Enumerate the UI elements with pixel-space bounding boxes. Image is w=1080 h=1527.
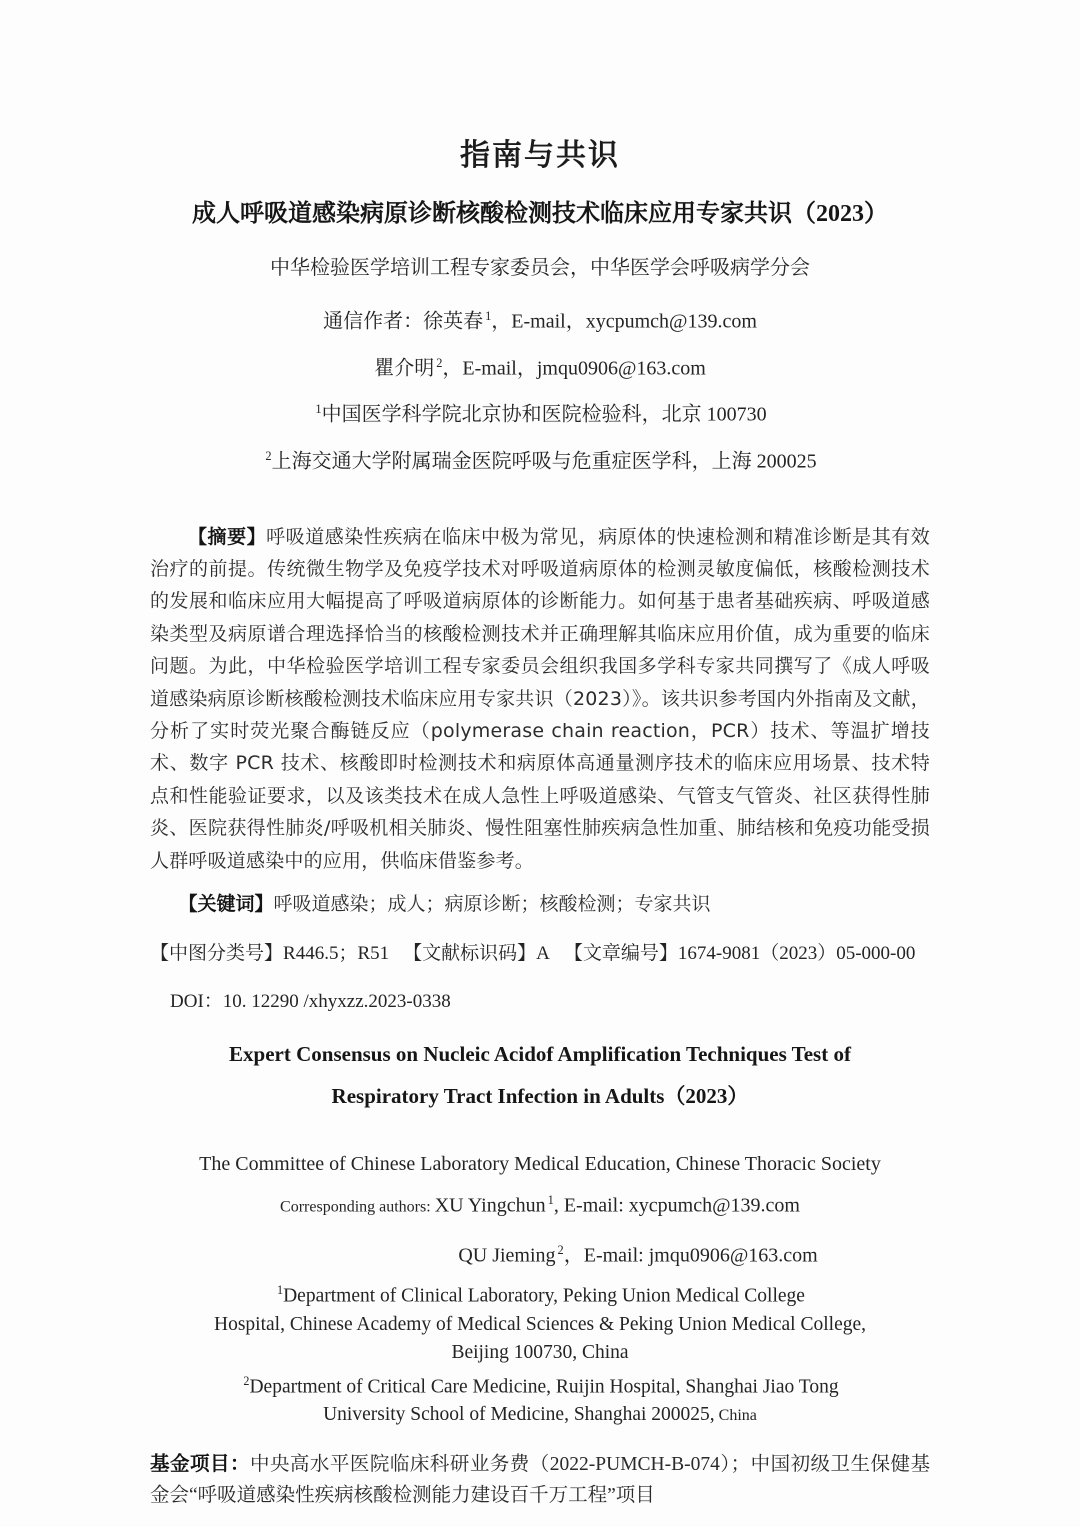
affiliation-text-en-4: Department of Critical Care Medicine, Ruijin Hospital, Shanghai Jiao Tong xyxy=(249,1376,839,1398)
affiliation-text-en-3: Beijing 100730, China xyxy=(451,1341,629,1363)
byline-block-en xyxy=(150,1179,930,1276)
doc-code-label: 【文献标识码】 xyxy=(403,943,537,965)
article-title-en-line2: Respiratory Tract Infection in Adults（2023） xyxy=(331,1084,749,1109)
clc-value: R446.5；R51 xyxy=(283,943,390,965)
author-contact-en-1: , E-mail: xycpumch@139.com xyxy=(553,1194,800,1217)
affiliation-en-line-2 xyxy=(150,1311,930,1339)
funding-text: 中央高水平医院临床科研业务费（2022-PUMCH-B-074）；中国初级卫生保健基金会“呼吸道感染性疾病核酸检测能力建设百千万工程”项目 xyxy=(150,1454,930,1507)
author-superscript-en-2: 2 xyxy=(557,1242,564,1257)
committee-en: The Committee of Chinese Laboratory Medical Education, Chinese Thoracic Society xyxy=(199,1153,881,1176)
affiliations-block-en xyxy=(150,1276,930,1430)
doc-code-value: A xyxy=(536,943,550,965)
affiliation-superscript-en-1: 1 xyxy=(277,1283,284,1298)
affiliation-text-en-2: Hospital, Chinese Academy of Medical Sciences & Peking Union Medical College, xyxy=(213,1313,867,1335)
affiliation-superscript-cn-2: 2 xyxy=(265,448,272,463)
funding-paragraph xyxy=(150,1448,930,1511)
abstract-paragraph xyxy=(150,521,930,877)
article-title-cn: 成人呼吸道感染病原诊断核酸检测技术临床应用专家共识（2023） xyxy=(192,201,888,227)
affiliation-suffix-en-5: China xyxy=(714,1407,757,1425)
byline-block-cn xyxy=(150,296,930,483)
article-id-value: 1674-9081（2023）05-000-00 xyxy=(677,943,916,965)
affiliation-text-cn-2: 上海交通大学附属瑞金医院呼吸与危重症医学科，上海 200025 xyxy=(271,450,817,473)
corresponding-prefix-cn: 通信作者： xyxy=(323,310,424,333)
author-name-cn-1: 徐英春 xyxy=(423,310,484,333)
affiliation-text-en-5: University School of Medicine, Shanghai 200025, xyxy=(323,1404,715,1426)
affiliation-superscript-en-4: 2 xyxy=(243,1373,250,1388)
corresponding-author-line-en-1 xyxy=(150,1179,930,1229)
article-title-en-line1: Expert Consensus on Nucleic Acidof Amplification Techniques Test of xyxy=(229,1042,851,1067)
keywords-label: 【关键词】 xyxy=(178,893,274,916)
author-name-en-1: XU Yingchun xyxy=(434,1194,546,1217)
article-title-en xyxy=(150,1033,930,1117)
corresponding-author-line-cn-2 xyxy=(150,343,930,390)
author-superscript-cn-2: 2 xyxy=(436,355,443,370)
author-contact-cn-2: ，E-mail，jmqu0906@163.com xyxy=(442,357,706,380)
clc-label: 【中图分类号】 xyxy=(150,943,284,965)
affiliation-superscript-cn-1: 1 xyxy=(315,402,322,417)
author-superscript-en-1: 1 xyxy=(547,1193,554,1208)
affiliation-en-line-1 xyxy=(150,1276,930,1311)
affiliation-en-line-5 xyxy=(150,1401,930,1430)
corresponding-author-line-cn-1 xyxy=(150,296,930,343)
affiliation-cn-2 xyxy=(150,436,930,483)
keywords-text: 呼吸道感染；成人；病原诊断；核酸检测；专家共识 xyxy=(273,893,711,916)
author-name-en-2: QU Jieming xyxy=(458,1244,556,1267)
funding-label: 基金项目： xyxy=(150,1452,250,1476)
abstract-text: 呼吸道感染性疾病在临床中极为常见，病原体的快速检测和精准诊断是其有效治疗的前提。传统微生物学及免疫学技术对呼吸道病原体的检测灵敏度偏低，核酸检测技术的发展和临床应用大幅提高了呼吸道病原体的诊断能力。如何基于患者基础疾病、呼吸道感染类型及病原谱合理选择恰当的核酸检测技术并正确理解其临床应用价值，成为重要的临床问题。为此，中华检验医学培训工程专家委员会组织我国多学科专家共同撰写了《成人呼吸道感染病原诊断核酸检测技术临床应用专家共识（2023）》。该共识参考国内外指南及文献，分析了实时荧光聚合酶链反应（polymerase chain reaction，PCR）技术、等温扩增技术、数字 PCR 技术、核酸即时检测技术和病原体高通量测序技术的临床应用场景、技术特点和性能验证要求，以及该类技术在成人急性上呼吸道感染、气管支气管炎、社区获得性肺炎、医院获得性肺炎/呼吸机相关肺炎、慢性阻塞性肺疾病急性加重、肺结核和免疫功能受损人群呼吸道感染中的应用，供临床借鉴参考。 xyxy=(150,525,930,872)
affiliation-en-line-4 xyxy=(150,1367,930,1402)
classification-line xyxy=(150,939,930,969)
author-contact-en-2: ，E-mail: jmqu0906@163.com xyxy=(563,1244,818,1267)
doi-line: DOI：10. 12290 /xhyxzz.2023-0338 xyxy=(170,991,451,1013)
abstract-label: 【摘要】 xyxy=(188,525,267,548)
section-heading: 指南与共识 xyxy=(460,139,620,172)
corresponding-author-line-en-2 xyxy=(248,1229,1028,1277)
affiliation-en-line-3 xyxy=(150,1339,930,1367)
committee-cn: 中华检验医学培训工程专家委员会，中华医学会呼吸病学分会 xyxy=(270,257,810,279)
affiliation-text-cn-1: 中国医学科学院北京协和医院检验科，北京 100730 xyxy=(321,403,767,426)
author-contact-cn-1: ，E-mail，xycpumch@139.com xyxy=(491,310,757,333)
author-superscript-cn-1: 1 xyxy=(485,309,492,323)
corresponding-prefix-en: Corresponding authors: xyxy=(280,1198,435,1216)
article-id-label: 【文章编号】 xyxy=(563,943,678,965)
keywords-line xyxy=(150,889,930,919)
author-name-cn-2: 瞿介明 xyxy=(374,357,435,380)
affiliation-text-en-1: Department of Clinical Laboratory, Peking Union Medical College xyxy=(283,1285,805,1307)
affiliation-cn-1 xyxy=(150,389,930,436)
